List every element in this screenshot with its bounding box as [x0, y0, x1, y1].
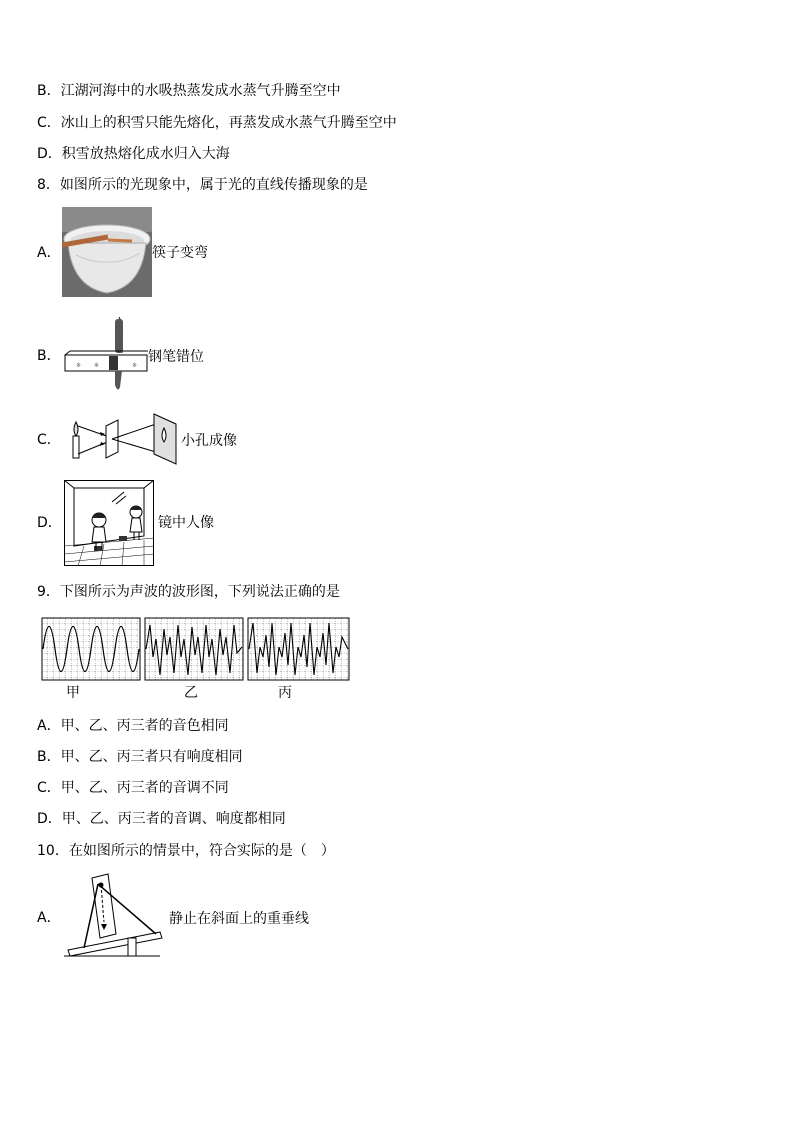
pen-offset-figure	[64, 315, 148, 395]
q10-option-a-caption: 静止在斜面上的重垂线	[169, 911, 309, 927]
svg-text:※: ※	[76, 362, 82, 369]
bent-chopstick-photo	[62, 207, 152, 297]
wave-label-yi: 乙	[184, 685, 198, 701]
q7-option-d: D．积雪放热熔化成水归入大海	[37, 146, 230, 162]
wave-label-jia: 甲	[66, 685, 80, 701]
wave-label-bing: 丙	[278, 685, 292, 701]
q8-option-a-caption: 筷子变弯	[152, 245, 208, 261]
q9-option-b: B．甲、乙、丙三者只有响度相同	[37, 749, 243, 765]
q8-stem: 8．如图所示的光现象中，属于光的直线传播现象的是	[37, 177, 368, 193]
q8-option-c-caption: 小孔成像	[181, 433, 237, 449]
q8-option-a-label: A．	[37, 245, 61, 261]
q7-option-c: C．冰山上的积雪只能先熔化，再蒸发成水蒸气升腾至空中	[37, 115, 397, 131]
q10-option-a-label: A．	[37, 910, 61, 926]
q9-option-a: A．甲、乙、丙三者的音色相同	[37, 718, 229, 734]
pinhole-imaging-figure	[70, 410, 178, 466]
svg-text:※: ※	[94, 362, 100, 369]
q9-option-c: C．甲、乙、丙三者的音调不同	[37, 780, 229, 796]
sound-waveforms-figure	[41, 617, 351, 681]
q7-option-b: B．江湖河海中的水吸热蒸发成水蒸气升腾至空中	[37, 83, 341, 99]
q10-stem: 10．在如图所示的情景中，符合实际的是（ ）	[37, 843, 335, 859]
q9-option-d: D．甲、乙、丙三者的音调、响度都相同	[37, 811, 286, 827]
q8-option-b-caption: 钢笔错位	[148, 349, 204, 365]
q8-option-c-label: C．	[37, 432, 61, 448]
svg-text:※: ※	[132, 362, 138, 369]
q8-option-d-caption: 镜中人像	[158, 515, 214, 531]
q8-option-d-label: D．	[37, 515, 62, 531]
q9-stem: 9．下图所示为声波的波形图，下列说法正确的是	[37, 584, 340, 600]
plumb-line-incline-figure	[64, 872, 164, 958]
mirror-image-figure	[64, 480, 154, 566]
q8-option-b-label: B．	[37, 348, 61, 364]
